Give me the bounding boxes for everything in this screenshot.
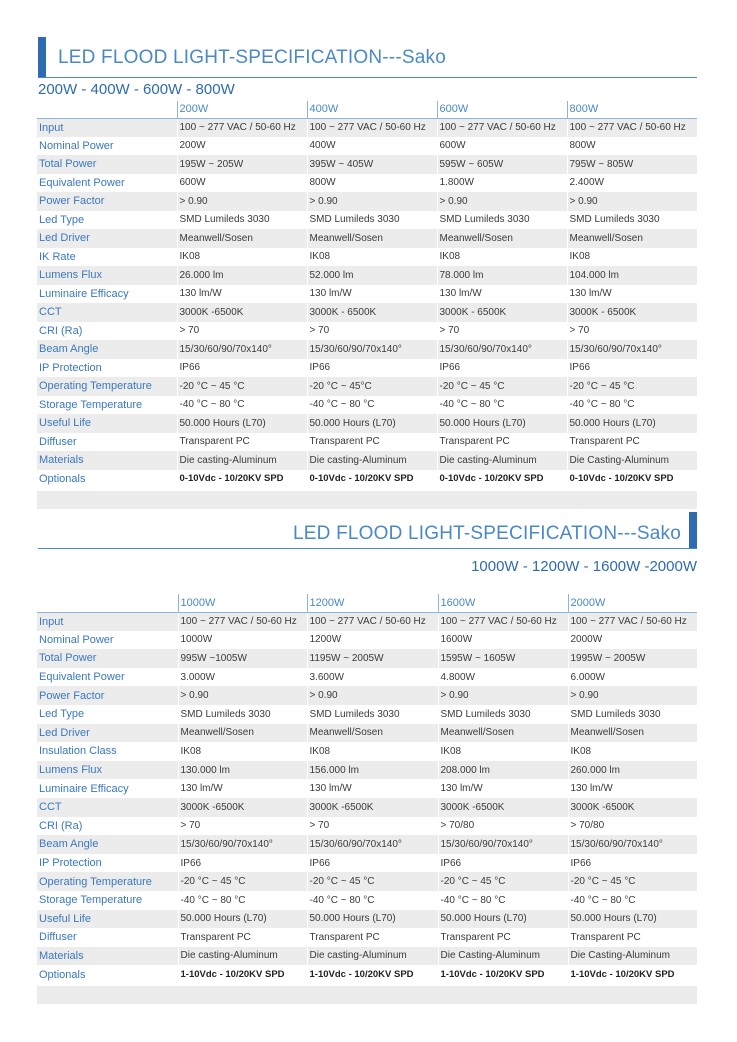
row-label: Storage Temperature	[39, 398, 143, 411]
spec-value-cell: 104.000 lm	[567, 266, 697, 285]
spec-value-cell: Transparent PC	[568, 928, 697, 947]
spec-value-cell: 130 lm/W	[178, 779, 307, 798]
spec-value-cell: > 70	[307, 817, 438, 836]
row-label: Total Power	[37, 649, 178, 668]
spec-value-cell: IP66	[567, 359, 697, 378]
spec-value-cell: 795W ~ 805W	[567, 155, 697, 174]
section1-footer-band	[37, 491, 697, 509]
table-row	[37, 211, 697, 230]
spec-value-cell: SMD Lumileds 3030	[437, 211, 567, 230]
row-label: CCT	[37, 798, 178, 817]
spec-value-cell: 130 lm/W	[177, 285, 307, 304]
section1-divider	[38, 77, 697, 78]
column-header: 800W	[567, 101, 697, 118]
table-row	[37, 322, 697, 341]
spec-value-cell: 3000K -6500K	[307, 798, 438, 817]
spec-value-cell: 395W ~ 405W	[307, 155, 437, 174]
spec-value-cell: 1-10Vdc - 10/20KV SPD	[568, 965, 697, 984]
spec-value-cell: 130 lm/W	[437, 285, 567, 304]
spec-value-cell: 3000K - 6500K	[567, 303, 697, 322]
table-row	[37, 910, 697, 929]
section1-header	[38, 37, 697, 79]
table-body	[37, 612, 697, 984]
spec-value-cell: IK08	[438, 742, 568, 761]
spec-value-cell: > 70/80	[438, 817, 568, 836]
spec-value-cell: SMD Lumileds 3030	[307, 211, 437, 230]
table-row	[37, 705, 697, 724]
spec-value-cell: SMD Lumileds 3030	[568, 705, 697, 724]
table-header-row	[37, 101, 697, 118]
spec-value-cell: > 70	[307, 322, 437, 341]
row-label: Total Power	[37, 155, 177, 174]
spec-value-cell: > 0.90	[178, 686, 307, 705]
spec-value-cell: 3000K - 6500K	[437, 303, 567, 322]
spec-value-cell: Transparent PC	[437, 433, 567, 452]
section2-subtitle: 1000W - 1200W - 1600W -2000W	[471, 558, 697, 575]
table-row	[37, 451, 697, 470]
table-row	[37, 947, 697, 966]
row-label: IK Rate	[39, 250, 76, 263]
spec-value-cell: 15/30/60/90/70x140°	[437, 340, 567, 359]
spec-value-cell: 50.000 Hours (L70)	[307, 910, 438, 929]
spec-value-cell: 200W	[177, 137, 307, 156]
row-label: Insulation Class	[39, 745, 117, 758]
spec-value-cell: 0-10Vdc - 10/20KV SPD	[307, 470, 437, 489]
spec-value-cell: > 0.90	[568, 686, 697, 705]
spec-value-cell: 0-10Vdc - 10/20KV SPD	[177, 470, 307, 489]
row-label: Optionals	[39, 968, 86, 981]
table-row	[37, 872, 697, 891]
spec-value-cell: Transparent PC	[178, 928, 307, 947]
spec-value-cell: > 0.90	[307, 686, 438, 705]
spec-value-cell: 130.000 lm	[178, 761, 307, 780]
spec-value-cell: 800W	[567, 137, 697, 156]
table-row	[37, 192, 697, 211]
spec-value-cell: > 0.90	[177, 192, 307, 211]
spec-value-cell: Meanwell/Sosen	[177, 229, 307, 248]
table-row	[37, 285, 697, 304]
table-header-row	[37, 594, 697, 612]
spec-value-cell: Meanwell/Sosen	[307, 229, 437, 248]
spec-value-cell: 600W	[177, 174, 307, 193]
row-label: Beam Angle	[37, 835, 178, 854]
row-label: Storage Temperature	[39, 894, 143, 907]
section1-accent-bar	[38, 37, 46, 78]
spec-value-cell: -40 °C ~ 80 °C	[567, 396, 697, 415]
table-row	[37, 229, 697, 248]
spec-value-cell: -20 °C ~ 45 °C	[177, 377, 307, 396]
spec-value-cell: IK08	[178, 742, 307, 761]
spec-value-cell: -40 °C ~ 80 °C	[438, 891, 568, 910]
spec-value-cell: Transparent PC	[177, 433, 307, 452]
spec-value-cell: SMD Lumileds 3030	[177, 211, 307, 230]
spec-value-cell: 100 ~ 277 VAC / 50-60 Hz	[437, 118, 567, 137]
spec-value-cell: IK08	[567, 248, 697, 267]
section1-title: LED FLOOD LIGHT-SPECIFICATION---Sako	[58, 47, 446, 68]
spec-value-cell: IK08	[307, 248, 437, 267]
spec-value-cell: IP66	[437, 359, 567, 378]
table-row	[37, 359, 697, 378]
row-label: Equivalent Power	[39, 176, 125, 189]
spec-value-cell: 1-10Vdc - 10/20KV SPD	[438, 965, 568, 984]
spec-value-cell: IK08	[307, 742, 438, 761]
spec-value-cell: IP66	[307, 359, 437, 378]
row-label: Beam Angle	[37, 340, 177, 359]
row-label: Optionals	[39, 472, 86, 485]
header-label-cell	[37, 101, 177, 118]
table-row	[37, 266, 697, 285]
spec-value-cell: -20 °C ~ 45 °C	[307, 872, 438, 891]
spec-value-cell: > 0.90	[438, 686, 568, 705]
spec-value-cell: 100 ~ 277 VAC / 50-60 Hz	[438, 612, 568, 631]
table-row	[37, 798, 697, 817]
section2-accent-bar	[689, 512, 697, 549]
spec-value-cell: Meanwell/Sosen	[437, 229, 567, 248]
spec-value-cell: 130 lm/W	[307, 779, 438, 798]
spec-value-cell: 1600W	[438, 631, 568, 650]
row-label: Nominal Power	[39, 633, 114, 646]
spec-value-cell: 52.000 lm	[307, 266, 437, 285]
spec-value-cell: Transparent PC	[307, 928, 438, 947]
row-label: Power Factor	[37, 192, 177, 211]
spec-value-cell: SMD Lumileds 3030	[178, 705, 307, 724]
spec-value-cell: > 70	[567, 322, 697, 341]
spec-value-cell: 100 ~ 277 VAC / 50-60 Hz	[177, 118, 307, 137]
spec-value-cell: 50.000 Hours (L70)	[438, 910, 568, 929]
spec-value-cell: IP66	[438, 854, 568, 873]
spec-value-cell: -40 °C ~ 80 °C	[437, 396, 567, 415]
spec-value-cell: -40 °C ~ 80 °C	[307, 396, 437, 415]
spec-value-cell: 26.000 lm	[177, 266, 307, 285]
row-label: Materials	[37, 451, 177, 470]
row-label: CRI (Ra)	[39, 819, 83, 832]
table-row	[37, 891, 697, 910]
spec-value-cell: -20 °C ~ 45 °C	[568, 872, 697, 891]
spec-value-cell: Die Casting-Aluminum	[567, 451, 697, 470]
table-row	[37, 433, 697, 452]
column-header: 600W	[437, 101, 567, 118]
row-label: Operating Temperature	[37, 872, 178, 891]
table-row	[37, 340, 697, 359]
table-body	[37, 118, 697, 488]
row-label: Input	[37, 612, 178, 631]
table-row	[37, 248, 697, 267]
spec-value-cell: 595W ~ 605W	[437, 155, 567, 174]
row-label: Luminaire Efficacy	[39, 287, 129, 300]
spec-value-cell: IK08	[177, 248, 307, 267]
table-row	[37, 612, 697, 631]
row-label: Led Type	[39, 213, 85, 226]
table-row	[37, 649, 697, 668]
section2-footer-band	[37, 986, 697, 1004]
spec-value-cell: 6.000W	[568, 668, 697, 687]
table-row	[37, 817, 697, 836]
row-label: Operating Temperature	[37, 377, 177, 396]
table-row	[37, 686, 697, 705]
row-label: Led Driver	[37, 724, 178, 743]
row-label: Diffuser	[39, 435, 77, 448]
spec-value-cell: 0-10Vdc - 10/20KV SPD	[437, 470, 567, 489]
spec-value-cell: 0-10Vdc - 10/20KV SPD	[567, 470, 697, 489]
spec-value-cell: 50.000 Hours (L70)	[437, 414, 567, 433]
spec-value-cell: > 0.90	[307, 192, 437, 211]
table-row	[37, 854, 697, 873]
spec-table-1	[37, 101, 697, 488]
spec-value-cell: Die casting-Aluminum	[178, 947, 307, 966]
spec-value-cell: 100 ~ 277 VAC / 50-60 Hz	[307, 118, 437, 137]
row-label: Luminaire Efficacy	[39, 782, 129, 795]
spec-value-cell: 1995W ~ 2005W	[568, 649, 697, 668]
spec-value-cell: 130 lm/W	[307, 285, 437, 304]
row-label: Led Type	[39, 708, 85, 721]
spec-value-cell: Die casting-Aluminum	[307, 451, 437, 470]
spec-value-cell: IP66	[177, 359, 307, 378]
header-label-cell	[37, 594, 178, 612]
spec-value-cell: 1195W ~ 2005W	[307, 649, 438, 668]
row-label: IP Protection	[39, 857, 102, 870]
spec-value-cell: 15/30/60/90/70x140°	[307, 340, 437, 359]
spec-value-cell: -20 °C ~ 45 °C	[178, 872, 307, 891]
spec-value-cell: 130 lm/W	[567, 285, 697, 304]
spec-value-cell: > 70	[437, 322, 567, 341]
spec-value-cell: 1595W ~ 1605W	[438, 649, 568, 668]
spec-value-cell: Meanwell/Sosen	[567, 229, 697, 248]
spec-value-cell: > 0.90	[437, 192, 567, 211]
spec-value-cell: -20 °C ~ 45 °C	[438, 872, 568, 891]
spec-value-cell: 1-10Vdc - 10/20KV SPD	[178, 965, 307, 984]
table-row	[37, 396, 697, 415]
table-row	[37, 965, 697, 984]
spec-value-cell: Die Casting-Aluminum	[568, 947, 697, 966]
table-row	[37, 779, 697, 798]
spec-value-cell: 50.000 Hours (L70)	[567, 414, 697, 433]
spec-value-cell: Meanwell/Sosen	[178, 724, 307, 743]
spec-value-cell: 15/30/60/90/70x140°	[568, 835, 697, 854]
spec-value-cell: Die Casting-Aluminum	[438, 947, 568, 966]
spec-value-cell: Die casting-Aluminum	[307, 947, 438, 966]
row-label: Input	[37, 118, 177, 137]
row-label: Lumens Flux	[37, 761, 178, 780]
spec-value-cell: 2000W	[568, 631, 697, 650]
row-label: Useful Life	[37, 910, 178, 929]
spec-value-cell: 600W	[437, 137, 567, 156]
spec-value-cell: 15/30/60/90/70x140°	[438, 835, 568, 854]
table-row	[37, 303, 697, 322]
spec-value-cell: -20 °C ~ 45°C	[307, 377, 437, 396]
row-label: CRI (Ra)	[39, 324, 83, 337]
spec-value-cell: Transparent PC	[307, 433, 437, 452]
section2-divider	[38, 548, 697, 549]
spec-value-cell: 50.000 Hours (L70)	[307, 414, 437, 433]
spec-value-cell: IP66	[568, 854, 697, 873]
spec-value-cell: Transparent PC	[438, 928, 568, 947]
spec-value-cell: 195W ~ 205W	[177, 155, 307, 174]
spec-value-cell: 3000K - 6500K	[307, 303, 437, 322]
spec-value-cell: 50.000 Hours (L70)	[177, 414, 307, 433]
table-row	[37, 835, 697, 854]
spec-value-cell: IP66	[307, 854, 438, 873]
spec-value-cell: 1.800W	[437, 174, 567, 193]
spec-value-cell: 800W	[307, 174, 437, 193]
row-label: Power Factor	[37, 686, 178, 705]
spec-value-cell: -40 °C ~ 80 °C	[177, 396, 307, 415]
spec-value-cell: 15/30/60/90/70x140°	[178, 835, 307, 854]
table-row	[37, 174, 697, 193]
section2-header	[38, 512, 697, 550]
section2-title: LED FLOOD LIGHT-SPECIFICATION---Sako	[293, 523, 681, 544]
table-row	[37, 137, 697, 156]
spec-value-cell: 156.000 lm	[307, 761, 438, 780]
table-row	[37, 742, 697, 761]
section1-subtitle: 200W - 400W - 600W - 800W	[38, 81, 235, 98]
spec-value-cell: -40 °C ~ 80 °C	[178, 891, 307, 910]
spec-value-cell: 50.000 Hours (L70)	[568, 910, 697, 929]
spec-value-cell: 3.600W	[307, 668, 438, 687]
spec-value-cell: 400W	[307, 137, 437, 156]
spec-value-cell: -40 °C ~ 80 °C	[568, 891, 697, 910]
spec-value-cell: -40 °C ~ 80 °C	[307, 891, 438, 910]
spec-value-cell: 15/30/60/90/70x140°	[567, 340, 697, 359]
table-row	[37, 155, 697, 174]
spec-value-cell: 50.000 Hours (L70)	[178, 910, 307, 929]
spec-value-cell: 3000K -6500K	[568, 798, 697, 817]
spec-value-cell: Meanwell/Sosen	[568, 724, 697, 743]
table-row	[37, 118, 697, 137]
spec-value-cell: Meanwell/Sosen	[307, 724, 438, 743]
spec-value-cell: 995W ~1005W	[178, 649, 307, 668]
spec-value-cell: -20 °C ~ 45 °C	[567, 377, 697, 396]
spec-value-cell: 3000K -6500K	[177, 303, 307, 322]
table-row	[37, 470, 697, 489]
table-row	[37, 928, 697, 947]
spec-value-cell: 3.000W	[178, 668, 307, 687]
spec-value-cell: 3000K -6500K	[178, 798, 307, 817]
row-label: Materials	[37, 947, 178, 966]
spec-value-cell: > 70	[178, 817, 307, 836]
spec-value-cell: IK08	[437, 248, 567, 267]
spec-value-cell: 4.800W	[438, 668, 568, 687]
spec-value-cell: 15/30/60/90/70x140°	[307, 835, 438, 854]
spec-value-cell: 3000K -6500K	[438, 798, 568, 817]
table-row	[37, 761, 697, 780]
spec-value-cell: 15/30/60/90/70x140°	[177, 340, 307, 359]
spec-value-cell: Meanwell/Sosen	[438, 724, 568, 743]
spec-value-cell: IK08	[568, 742, 697, 761]
row-label: Nominal Power	[39, 139, 114, 152]
spec-value-cell: Die casting-Aluminum	[437, 451, 567, 470]
spec-value-cell: 130 lm/W	[438, 779, 568, 798]
spec-value-cell: -20 °C ~ 45 °C	[437, 377, 567, 396]
column-header: 1000W	[178, 594, 307, 612]
spec-value-cell: SMD Lumileds 3030	[567, 211, 697, 230]
table-row	[37, 377, 697, 396]
spec-value-cell: 1-10Vdc - 10/20KV SPD	[307, 965, 438, 984]
row-label: Lumens Flux	[37, 266, 177, 285]
row-label: Useful Life	[37, 414, 177, 433]
spec-value-cell: > 0.90	[567, 192, 697, 211]
row-label: Led Driver	[37, 229, 177, 248]
spec-value-cell: 130 lm/W	[568, 779, 697, 798]
spec-value-cell: 78.000 lm	[437, 266, 567, 285]
row-label: Diffuser	[39, 931, 77, 944]
column-header: 1600W	[438, 594, 568, 612]
spec-value-cell: Die casting-Aluminum	[177, 451, 307, 470]
column-header: 200W	[177, 101, 307, 118]
spec-value-cell: IP66	[178, 854, 307, 873]
column-header: 400W	[307, 101, 437, 118]
spec-value-cell: 100 ~ 277 VAC / 50-60 Hz	[568, 612, 697, 631]
row-label: CCT	[37, 303, 177, 322]
spec-value-cell: SMD Lumileds 3030	[438, 705, 568, 724]
spec-table-2	[37, 594, 697, 984]
table-row	[37, 631, 697, 650]
spec-value-cell: 1000W	[178, 631, 307, 650]
spec-value-cell: Transparent PC	[567, 433, 697, 452]
spec-value-cell: > 70/80	[568, 817, 697, 836]
spec-value-cell: 100 ~ 277 VAC / 50-60 Hz	[178, 612, 307, 631]
table-row	[37, 414, 697, 433]
spec-value-cell: > 70	[177, 322, 307, 341]
spec-value-cell: 100 ~ 277 VAC / 50-60 Hz	[567, 118, 697, 137]
spec-value-cell: 2.400W	[567, 174, 697, 193]
spec-value-cell: 100 ~ 277 VAC / 50-60 Hz	[307, 612, 438, 631]
table-row	[37, 668, 697, 687]
row-label: IP Protection	[39, 361, 102, 374]
table-row	[37, 724, 697, 743]
spec-value-cell: 208.000 lm	[438, 761, 568, 780]
row-label: Equivalent Power	[39, 671, 125, 684]
column-header: 2000W	[568, 594, 697, 612]
spec-value-cell: SMD Lumileds 3030	[307, 705, 438, 724]
column-header: 1200W	[307, 594, 438, 612]
spec-value-cell: 1200W	[307, 631, 438, 650]
spec-value-cell: 260.000 lm	[568, 761, 697, 780]
